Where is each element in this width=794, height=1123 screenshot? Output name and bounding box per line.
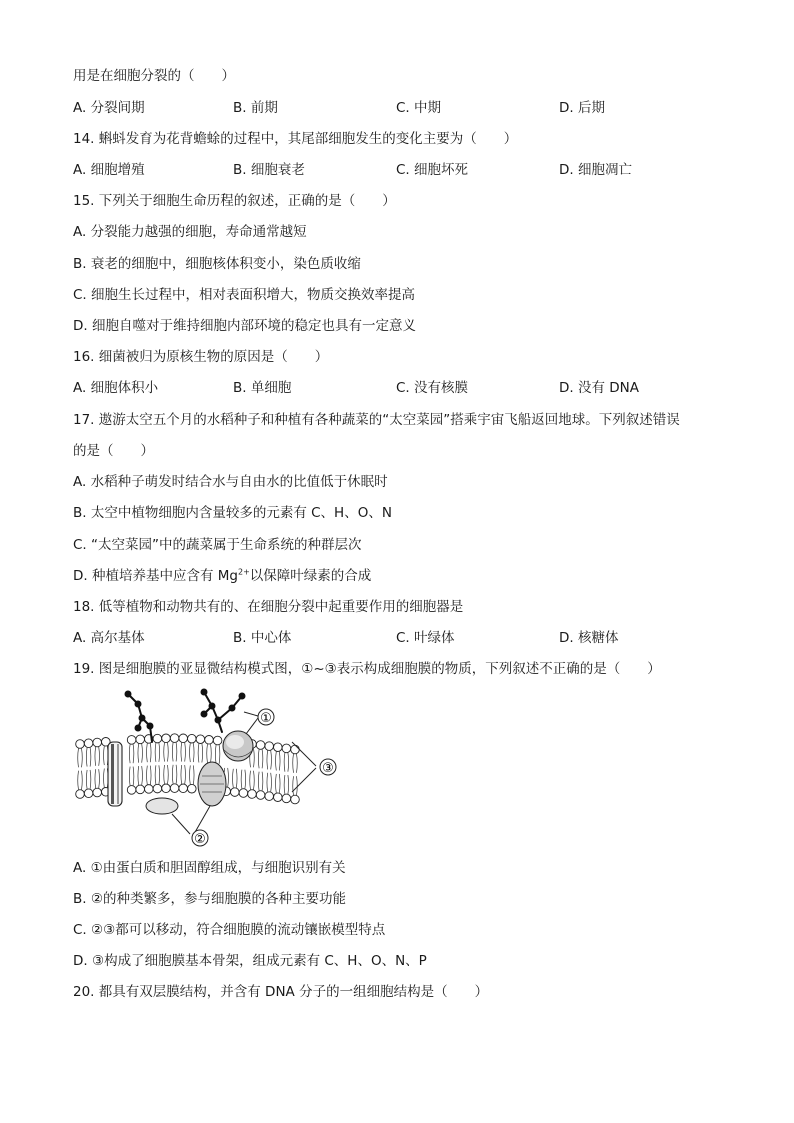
q16-option-b: B. 单细胞 [233, 380, 292, 396]
phospholipid-tail [99, 747, 100, 766]
phospholipid-head [127, 736, 136, 745]
phospholipid-tail [142, 744, 143, 763]
q13-stem-tail: 用是在细胞分裂的（ ） [73, 68, 235, 84]
phospholipid-head [76, 740, 85, 749]
q15-option-d: D. 细胞自噬对于维持细胞内部环境的稳定也具有一定意义 [73, 318, 416, 334]
phospholipid-head [188, 784, 197, 793]
q16-stem: 16. 细菌被归为原核生物的原因是（ ） [73, 349, 329, 365]
phospholipid-tail [241, 770, 242, 789]
phospholipid-head [282, 794, 291, 803]
phospholipid-tail [159, 765, 160, 784]
phospholipid-tail [190, 765, 191, 784]
phospholipid-tail [104, 746, 105, 765]
phospholipid-tail [133, 767, 134, 786]
phospholipid-tail [258, 772, 259, 791]
q19-option-b: B. ②的种类繁多，参与细胞膜的各种主要功能 [73, 891, 346, 907]
phospholipid-tail [293, 776, 294, 795]
phospholipid-head [170, 734, 179, 743]
phospholipid-tail [138, 744, 139, 763]
phospholipid-tail [159, 743, 160, 762]
cell-membrane-diagram [70, 684, 360, 848]
q17-stem-line1: 17. 遨游太空五个月的水稻种子和种植有各种蔬菜的“太空菜园”搭乘宇宙飞船返回地球。下列叙述错误 [73, 412, 680, 428]
phospholipid-tail [168, 743, 169, 762]
q18-option-d: D. 核糖体 [559, 630, 619, 646]
q17-option-d-text: D. 种植培养基中应含有 Mg [73, 568, 238, 584]
phospholipid-head [265, 742, 274, 751]
phospholipid-tail [181, 765, 182, 784]
phospholipid-head [153, 734, 162, 743]
phospholipid-tail [164, 743, 165, 762]
q15-option-c: C. 细胞生长过程中，相对表面积增大，物质交换效率提高 [73, 287, 416, 303]
phospholipid-tail [142, 766, 143, 785]
phospholipid-head [136, 735, 145, 744]
q18-stem: 18. 低等植物和动物共有的、在细胞分裂中起重要作用的细胞器是 [73, 599, 464, 615]
phospholipid-tail [262, 772, 263, 791]
phospholipid-head [93, 738, 102, 747]
phospholipid-head [213, 736, 222, 745]
phospholipid-head [205, 735, 214, 744]
phospholipid-tail [279, 774, 280, 793]
label-leader-lines [172, 712, 316, 834]
phospholipid-tail [271, 750, 272, 769]
membrane-protein-upper [223, 731, 253, 761]
q19-option-a: A. ①由蛋白质和胆固醇组成，与细胞识别有关 [73, 860, 346, 876]
phospholipid-head [179, 784, 188, 793]
phospholipid-tail [138, 766, 139, 785]
phospholipid-tail [155, 765, 156, 784]
phospholipid-head [282, 744, 291, 753]
phospholipid-tail [267, 750, 268, 769]
q20-stem: 20. 都具有双层膜结构，并含有 DNA 分子的一组细胞结构是（ ） [73, 984, 489, 1000]
phospholipid-tail [129, 744, 130, 763]
phospholipid-head [162, 734, 171, 743]
phospholipid-head [256, 791, 265, 800]
phospholipid-head [76, 790, 85, 799]
phospholipid-tail [104, 768, 105, 787]
q15-stem: 15. 下列关于细胞生命历程的叙述，正确的是（ ） [73, 193, 396, 209]
phospholipid-tail [90, 748, 91, 767]
q15-option-b: B. 衰老的细胞中，细胞核体积变小，染色质收缩 [73, 256, 361, 272]
phospholipid-tail [193, 765, 194, 784]
q14-option-a: A. 细胞增殖 [73, 162, 145, 178]
phospholipid-tail [297, 776, 298, 795]
phospholipid-head [196, 735, 205, 744]
phospholipid-head [188, 734, 197, 743]
phospholipid-head [127, 786, 136, 795]
q17-option-b: B. 太空中植物细胞内含量较多的元素有 C、H、O、N [73, 505, 392, 521]
phospholipid-head [136, 785, 145, 794]
phospholipid-tail [172, 765, 173, 784]
label-3: ③ [322, 761, 334, 776]
phospholipid-tail [219, 745, 220, 764]
phospholipid-head [291, 795, 300, 804]
phospholipid-head [93, 788, 102, 797]
phospholipid-tail [293, 754, 294, 773]
phospholipid-head [256, 741, 265, 750]
phospholipid-tail [150, 743, 151, 762]
phospholipid-head [265, 792, 274, 801]
phospholipid-tail [78, 771, 79, 790]
phospholipid-tail [155, 743, 156, 762]
q17-stem-line2: 的是（ ） [73, 443, 154, 459]
phospholipid-tail [258, 749, 259, 768]
phospholipid-tail [185, 765, 186, 784]
phospholipid-head [274, 743, 283, 752]
phospholipid-tail [284, 753, 285, 772]
phospholipid-head [170, 784, 179, 793]
phospholipid-tail [147, 766, 148, 785]
phospholipid-tail [86, 748, 87, 767]
phospholipid-tail [95, 747, 96, 766]
phospholipid-tail [207, 744, 208, 763]
phospholipid-tail [288, 775, 289, 794]
q17-option-c: C. “太空菜园”中的蔬菜属于生命系统的种群层次 [73, 537, 362, 553]
q14-stem: 14. 蝌蚪发育为花背蟾蜍的过程中，其尾部细胞发生的变化主要为（ ） [73, 131, 518, 147]
phospholipid-tail [271, 773, 272, 792]
q15-option-a: A. 分裂能力越强的细胞，寿命通常越短 [73, 224, 307, 240]
q13-option-d: D. 后期 [559, 100, 605, 116]
phospholipid-tail [276, 752, 277, 771]
q17-option-d [73, 567, 371, 585]
phospholipid-head [153, 784, 162, 793]
q17-option-a: A. 水稻种子萌发时结合水与自由水的比值低于休眠时 [73, 474, 388, 490]
phospholipid-head [248, 790, 257, 799]
q14-option-d: D. 细胞凋亡 [559, 162, 632, 178]
phospholipid-tail [262, 749, 263, 768]
phospholipid-tail [82, 748, 83, 767]
phospholipid-head [162, 784, 171, 793]
phospholipid-tail [228, 768, 229, 787]
phospholipid-tail [133, 744, 134, 763]
phospholipid-tail [78, 748, 79, 767]
phospholipid-tail [176, 765, 177, 784]
q18-option-b: B. 中心体 [233, 630, 292, 646]
q18-option-a: A. 高尔基体 [73, 630, 145, 646]
q13-option-b: B. 前期 [233, 100, 278, 116]
phospholipid-tail [164, 765, 165, 784]
phospholipid-tail [279, 752, 280, 771]
phospholipid-tail [176, 742, 177, 761]
q17-option-d-text-end: 以保障叶绿素的合成 [249, 568, 372, 584]
q16-option-c: C. 没有核膜 [396, 380, 469, 396]
q19-option-c: C. ②③都可以移动，符合细胞膜的流动镶嵌模型特点 [73, 922, 386, 938]
phospholipid-tail [86, 770, 87, 789]
q14-option-c: C. 细胞坏死 [396, 162, 469, 178]
phospholipid-tail [181, 743, 182, 762]
phospholipid-head [274, 793, 283, 802]
phospholipid-tail [267, 773, 268, 792]
q13-option-c: C. 中期 [396, 100, 442, 116]
phospholipid-tail [172, 742, 173, 761]
phospholipid-tail [129, 767, 130, 786]
phospholipid-tail [202, 744, 203, 763]
q19-option-d: D. ③构成了细胞膜基本骨架，组成元素有 C、H、O、N、P [73, 953, 427, 969]
phospholipid-tail [236, 769, 237, 788]
membrane-protein-left [108, 742, 122, 806]
phospholipid-tail [288, 753, 289, 772]
phospholipid-tail [147, 743, 148, 762]
q14-option-b: B. 细胞衰老 [233, 162, 305, 178]
q19-stem: 19. 图是细胞膜的亚显微结构模式图，①~③表示构成细胞膜的物质，下列叙述不正确的是（ ） [73, 661, 661, 677]
phospholipid-tail [250, 771, 251, 790]
q16-option-d: D. 没有 DNA [559, 380, 639, 396]
phospholipid-head [291, 745, 300, 754]
phospholipid-head [179, 734, 188, 743]
phospholipid-tail [193, 743, 194, 762]
phospholipid-head [84, 789, 93, 798]
q17-option-d-superscript: 2+ [238, 567, 250, 577]
label-1: ① [260, 711, 272, 726]
phospholipid-tail [95, 769, 96, 788]
phospholipid-tail [276, 774, 277, 793]
q16-option-a: A. 细胞体积小 [73, 380, 159, 396]
phospholipid-tail [215, 745, 216, 764]
phospholipid-head [145, 785, 154, 794]
phospholipid-tail [254, 748, 255, 767]
phospholipid-tail [90, 770, 91, 789]
phospholipid-tail [254, 771, 255, 790]
phospholipid-tail [82, 771, 83, 790]
phospholipid-tail [99, 769, 100, 788]
phospholipid-tail [211, 744, 212, 763]
phospholipid-head [84, 739, 93, 748]
q18-option-c: C. 叶绿体 [396, 630, 455, 646]
phospholipid-tail [245, 770, 246, 789]
phospholipid-head [239, 789, 248, 798]
phospholipid-head [231, 788, 240, 797]
phospholipid-tail [150, 766, 151, 785]
phospholipid-tail [168, 765, 169, 784]
phospholipid-tail [190, 743, 191, 762]
q13-option-a: A. 分裂间期 [73, 100, 145, 116]
phospholipid-tail [185, 743, 186, 762]
phospholipid-tail [297, 754, 298, 773]
phospholipid-tail [233, 769, 234, 788]
glycan-chain-right [202, 690, 245, 733]
phospholipid-tail [198, 744, 199, 763]
phospholipid-tail [284, 775, 285, 794]
label-2: ② [194, 832, 206, 847]
